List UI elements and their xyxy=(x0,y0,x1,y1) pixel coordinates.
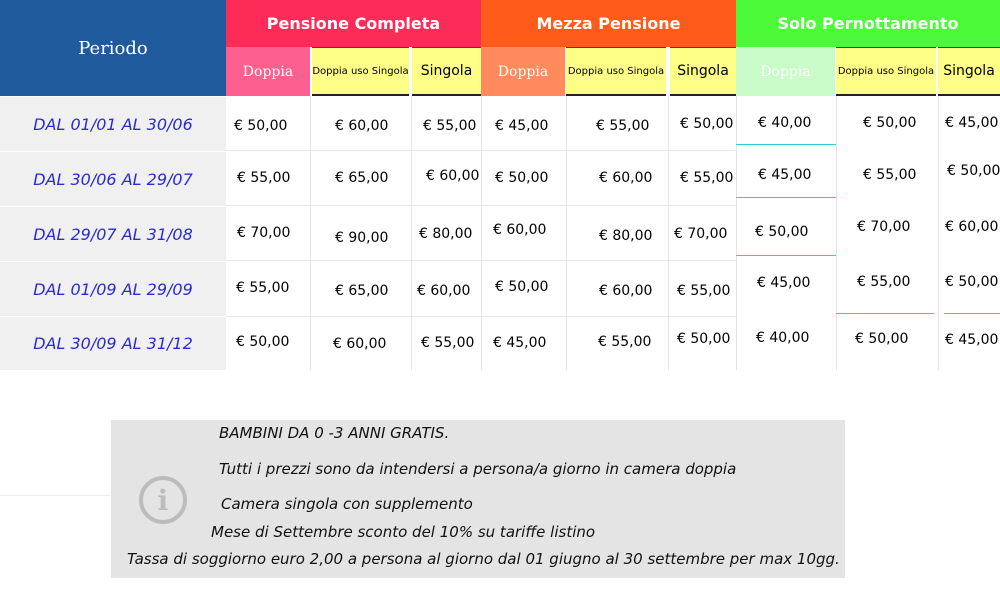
periodo-header xyxy=(0,0,226,96)
group-label: Pensione Completa xyxy=(266,14,441,33)
price-cell: € 70,00 xyxy=(237,225,291,241)
price-cell: € 55,00 xyxy=(680,170,734,186)
price-cell: € 50,00 xyxy=(855,331,909,347)
column-divider xyxy=(566,96,567,370)
price-cell: € 55,00 xyxy=(423,118,477,134)
group-label: Mezza Pensione xyxy=(536,14,681,33)
divider xyxy=(0,495,111,496)
period-label: DAL 29/07 AL 31/08 xyxy=(33,225,193,244)
row-divider xyxy=(226,205,736,206)
subheader-doppia xyxy=(226,47,310,96)
price-cell: € 50,00 xyxy=(863,115,917,131)
price-cell: € 60,00 xyxy=(599,170,653,186)
subheader-doppia-uso-singola xyxy=(566,47,666,96)
price-cell: € 60,00 xyxy=(945,219,999,235)
price-cell: € 60,00 xyxy=(426,168,480,184)
price-cell: € 60,00 xyxy=(333,336,387,352)
info-line: Camera singola con supplemento xyxy=(221,495,473,513)
price-cell: € 45,00 xyxy=(945,115,999,131)
price-cell: € 65,00 xyxy=(335,283,389,299)
row-divider xyxy=(226,150,736,151)
column-divider xyxy=(736,96,737,370)
period-cell xyxy=(0,152,226,207)
subheader-label: Singola xyxy=(677,63,729,79)
price-cell: € 60,00 xyxy=(335,118,389,134)
price-cell: € 45,00 xyxy=(493,335,547,351)
column-divider xyxy=(310,96,311,370)
subheader-label: Singola xyxy=(943,63,995,79)
info-line: BAMBINI DA 0 -3 ANNI GRATIS. xyxy=(219,424,450,442)
period-label: DAL 01/01 AL 30/06 xyxy=(33,115,193,134)
price-cell: € 70,00 xyxy=(857,219,911,235)
subheader-doppia-uso-singola xyxy=(836,47,936,96)
period-label: DAL 01/09 AL 29/09 xyxy=(33,280,193,299)
periodo-label: Periodo xyxy=(78,37,148,59)
row-divider xyxy=(736,255,836,256)
price-cell: € 50,00 xyxy=(495,170,549,186)
row-divider xyxy=(944,313,1000,314)
subheader-label: Doppia uso Singola xyxy=(567,65,665,77)
period-cell xyxy=(0,317,226,370)
price-cell: € 55,00 xyxy=(237,170,291,186)
subheader-singola xyxy=(938,47,1000,96)
price-cell: € 80,00 xyxy=(599,228,653,244)
subheader-label: Doppia uso Singola xyxy=(837,65,935,77)
subheader-label: Doppia xyxy=(242,63,294,80)
row-divider xyxy=(736,197,836,198)
row-divider xyxy=(0,261,226,262)
price-cell: € 60,00 xyxy=(493,222,547,238)
column-divider xyxy=(411,96,412,370)
row-divider xyxy=(0,206,226,207)
price-cell: € 55,00 xyxy=(677,283,731,299)
price-cell: € 50,00 xyxy=(495,279,549,295)
price-cell: € 50,00 xyxy=(947,163,1000,179)
price-cell: € 40,00 xyxy=(756,330,810,346)
price-cell: € 50,00 xyxy=(945,274,999,290)
info-line: Tassa di soggiorno euro 2,00 a persona al giorno dal 01 giugno al 30 settembre per max 10gg. xyxy=(127,550,840,568)
column-divider xyxy=(938,96,939,370)
info-line: Tutti i prezzi sono da intendersi a persona/a giorno in camera doppia xyxy=(219,460,737,478)
period-cell xyxy=(0,207,226,262)
subheader-label: Doppia uso Singola xyxy=(312,65,409,77)
subheader-doppia xyxy=(481,47,565,96)
period-cell xyxy=(0,97,226,152)
price-cell: € 50,00 xyxy=(236,334,290,350)
price-cell: € 45,00 xyxy=(757,275,811,291)
column-divider xyxy=(836,96,837,370)
price-cell: € 55,00 xyxy=(236,280,290,296)
price-cell: € 55,00 xyxy=(863,167,917,183)
group-header-pensione-completa xyxy=(226,0,481,47)
period-cell xyxy=(0,262,226,317)
row-divider xyxy=(226,260,736,261)
price-cell: € 90,00 xyxy=(335,230,389,246)
price-cell: € 55,00 xyxy=(857,274,911,290)
price-cell: € 50,00 xyxy=(755,224,809,240)
price-cell: € 45,00 xyxy=(758,167,812,183)
period-label: DAL 30/06 AL 29/07 xyxy=(33,170,193,189)
group-label: Solo Pernottamento xyxy=(777,14,959,33)
price-cell: € 50,00 xyxy=(234,118,288,134)
period-label: DAL 30/09 AL 31/12 xyxy=(33,334,193,353)
price-cell: € 55,00 xyxy=(421,335,475,351)
info-line: Mese di Settembre sconto del 10% su tariffe listino xyxy=(211,523,596,541)
price-cell: € 40,00 xyxy=(758,115,812,131)
price-cell: € 55,00 xyxy=(596,118,650,134)
price-cell: € 80,00 xyxy=(419,226,473,242)
row-divider xyxy=(736,144,836,145)
subheader-label: Singola xyxy=(420,63,473,79)
row-divider xyxy=(0,151,226,152)
row-divider xyxy=(226,316,736,317)
price-cell: € 45,00 xyxy=(495,118,549,134)
column-divider xyxy=(481,96,482,370)
row-divider xyxy=(0,316,226,317)
price-cell: € 70,00 xyxy=(674,226,728,242)
subheader-label: Doppia xyxy=(760,63,811,80)
price-cell: € 45,00 xyxy=(945,332,999,348)
price-cell: € 50,00 xyxy=(680,116,734,132)
price-cell: € 65,00 xyxy=(335,170,389,186)
subheader-label: Doppia xyxy=(497,63,549,80)
info-icon xyxy=(139,476,187,524)
column-divider xyxy=(668,96,669,370)
price-cell: € 60,00 xyxy=(599,283,653,299)
price-cell: € 55,00 xyxy=(598,334,652,350)
info-glyph: i xyxy=(157,483,169,517)
group-header-solo-pernottamento xyxy=(736,0,1000,47)
price-cell: € 50,00 xyxy=(677,331,731,347)
subheader-singola xyxy=(412,47,481,96)
subheader-singola xyxy=(670,47,736,96)
price-cell: € 60,00 xyxy=(417,283,471,299)
subheader-doppia xyxy=(736,47,835,96)
row-divider xyxy=(836,313,934,314)
group-header-mezza-pensione xyxy=(481,0,736,47)
subheader-doppia-uso-singola xyxy=(312,47,409,96)
